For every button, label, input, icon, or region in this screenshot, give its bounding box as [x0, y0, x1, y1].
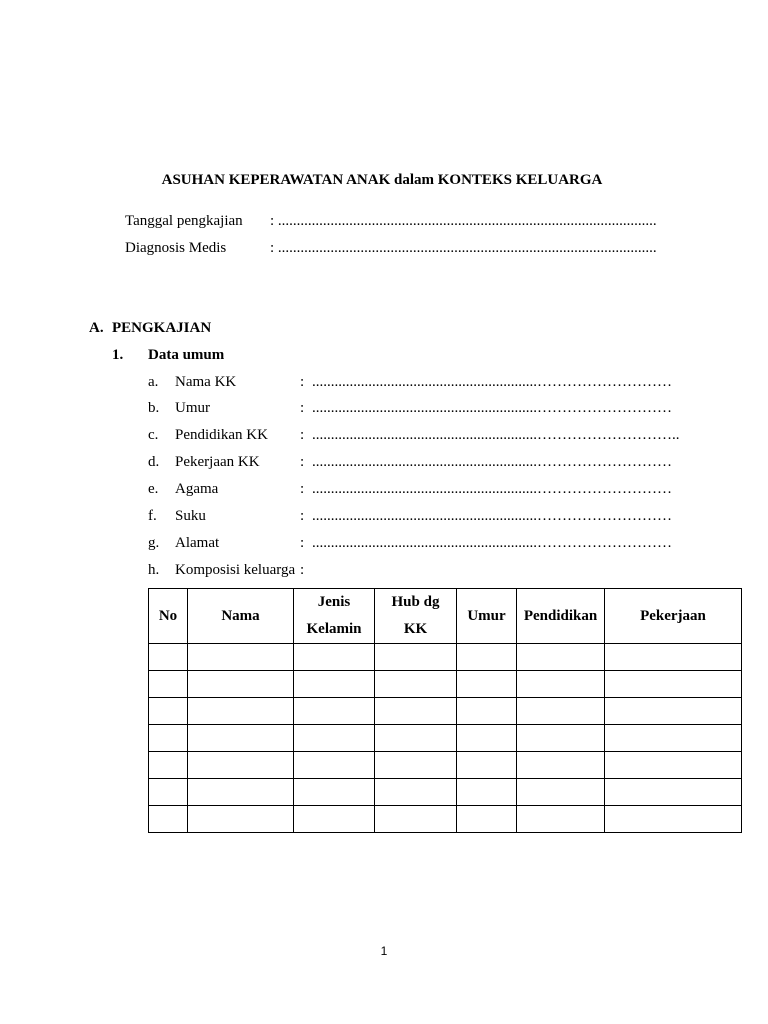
item-letter: g.	[148, 535, 160, 551]
table-cell	[149, 671, 188, 698]
header-pendidikan: Pendidikan	[517, 589, 605, 644]
table-cell	[517, 752, 605, 779]
table-cell	[517, 806, 605, 833]
item-colon: :	[300, 400, 305, 416]
table-cell	[188, 752, 294, 779]
item-label: Nama KK	[175, 374, 237, 390]
section-heading	[89, 320, 211, 337]
table-cell	[605, 725, 742, 752]
item-value: ............................................................………………………	[312, 454, 672, 470]
item-label: Alamat	[175, 535, 220, 551]
table-cell	[149, 752, 188, 779]
table-cell	[188, 671, 294, 698]
table-row	[149, 671, 742, 698]
table-cell	[188, 806, 294, 833]
item-label: Agama	[175, 481, 219, 497]
table-cell	[188, 644, 294, 671]
table-cell	[375, 752, 457, 779]
item-colon: :	[300, 454, 305, 470]
table-cell	[294, 779, 375, 806]
subsection-heading	[112, 347, 224, 364]
item-label: Umur	[175, 400, 210, 416]
table-cell	[149, 725, 188, 752]
meta-label-tanggal: Tanggal pengkajian	[125, 213, 243, 229]
table-cell	[457, 671, 517, 698]
item-colon: :	[300, 508, 305, 524]
header-hub-dg-kk: Hub dg KK	[375, 589, 457, 644]
table-cell	[375, 806, 457, 833]
subsection-number: 1.	[112, 347, 124, 363]
item-value: ............................................................………………………	[312, 374, 672, 390]
table-row	[149, 779, 742, 806]
meta-label-diagnosis: Diagnosis Medis	[125, 240, 227, 256]
table-cell	[517, 671, 605, 698]
table-row	[149, 806, 742, 833]
table-cell	[294, 725, 375, 752]
item-colon: :	[300, 481, 305, 497]
item-value: ............................................................………………………	[312, 508, 672, 524]
table-cell	[375, 644, 457, 671]
item-colon: :	[300, 535, 305, 551]
table-cell	[605, 671, 742, 698]
table-cell	[188, 725, 294, 752]
page-number: 1	[380, 944, 388, 958]
table-cell	[149, 644, 188, 671]
table-header-row	[149, 589, 742, 644]
table-cell	[294, 644, 375, 671]
item-letter: a.	[148, 374, 159, 390]
composition-label: Komposisi keluarga	[175, 562, 296, 578]
table-cell	[149, 779, 188, 806]
section-title: PENGKAJIAN	[112, 320, 212, 336]
item-letter: c.	[148, 427, 159, 443]
table-row	[149, 752, 742, 779]
item-colon: :	[300, 427, 305, 443]
table-cell	[605, 698, 742, 725]
table-cell	[517, 644, 605, 671]
table-cell	[294, 806, 375, 833]
table-row	[149, 725, 742, 752]
family-composition-table	[148, 588, 742, 833]
table-cell	[605, 779, 742, 806]
item-value: ............................................................………………………..	[312, 427, 680, 443]
header-pekerjaan: Pekerjaan	[605, 589, 742, 644]
item-value: ............................................................………………………	[312, 481, 672, 497]
composition-colon: :	[300, 562, 305, 578]
item-value: ............................................................………………………	[312, 535, 672, 551]
table-cell	[517, 698, 605, 725]
header-umur: Umur	[457, 589, 517, 644]
section-number: A.	[89, 320, 104, 336]
table-cell	[294, 698, 375, 725]
table-row	[149, 644, 742, 671]
item-letter: f.	[148, 508, 157, 524]
item-value: ............................................................………………………	[312, 400, 672, 416]
item-label: Pendidikan KK	[175, 427, 268, 443]
table-cell	[605, 806, 742, 833]
header-nama: Nama	[188, 589, 294, 644]
item-letter: e.	[148, 481, 159, 497]
meta-value-diagnosis: : .....................................................................................................	[270, 240, 657, 256]
subsection-title: Data umum	[148, 347, 225, 363]
table-cell	[605, 644, 742, 671]
table-cell	[517, 779, 605, 806]
table-cell	[294, 671, 375, 698]
table-cell	[457, 698, 517, 725]
header-no: No	[149, 589, 188, 644]
header-jenis-kelamin: Jenis Kelamin	[294, 589, 375, 644]
meta-value-tanggal: : .....................................................................................................	[270, 213, 657, 229]
table-cell	[188, 779, 294, 806]
table-cell	[375, 698, 457, 725]
table-cell	[375, 779, 457, 806]
table-cell	[149, 698, 188, 725]
table-cell	[457, 806, 517, 833]
table-cell	[294, 752, 375, 779]
table-cell	[457, 779, 517, 806]
table-cell	[375, 725, 457, 752]
item-letter: d.	[148, 454, 160, 470]
table-row	[149, 698, 742, 725]
table-cell	[457, 752, 517, 779]
item-letter: b.	[148, 400, 160, 416]
table-body	[149, 644, 742, 833]
item-label: Suku	[175, 508, 206, 524]
table-cell	[457, 725, 517, 752]
table-cell	[188, 698, 294, 725]
table-cell	[517, 725, 605, 752]
item-colon: :	[300, 374, 305, 390]
item-label: Pekerjaan KK	[175, 454, 260, 470]
table-cell	[605, 752, 742, 779]
table-cell	[457, 644, 517, 671]
document-title: ASUHAN KEPERAWATAN ANAK dalam KONTEKS KELUARGA	[161, 172, 603, 188]
table-cell	[375, 671, 457, 698]
composition-letter: h.	[148, 562, 160, 578]
table-cell	[149, 806, 188, 833]
